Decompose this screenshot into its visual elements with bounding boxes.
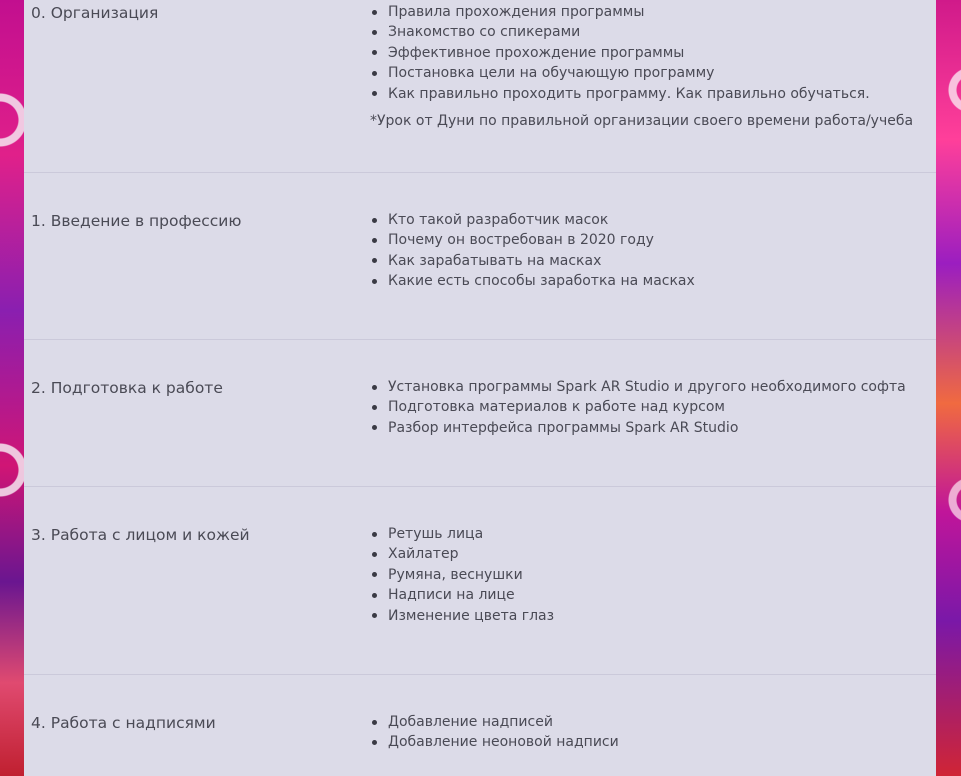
bullet-icon — [372, 218, 377, 223]
topic-text: Установка программы Spark AR Studio и другого необходимого софта — [388, 379, 906, 395]
bullet-icon — [372, 572, 377, 577]
bullet-icon — [372, 71, 377, 76]
topic-text: Знакомство со спикерами — [388, 24, 581, 41]
bullet-icon — [372, 91, 377, 96]
module-note: *Урок от Дуни по правильной организации своего времени работа/учеба — [370, 113, 914, 129]
topic-text: Какие есть способы заработка на масках — [388, 273, 695, 290]
bullet-icon — [372, 258, 377, 263]
bullet-icon — [372, 593, 377, 598]
topic-item — [372, 210, 932, 230]
module-title: 1. Введение в профессию — [31, 212, 242, 230]
module-title: 0. Организация — [31, 4, 159, 22]
course-program-panel — [24, 0, 936, 776]
topic-item — [372, 271, 932, 291]
module-section-3 — [24, 486, 936, 675]
topic-item — [372, 544, 932, 564]
topic-text: Постановка цели на обучающую программу — [388, 65, 715, 82]
topic-item — [372, 63, 932, 83]
topic-item — [372, 84, 932, 104]
module-section-4 — [24, 674, 936, 776]
topic-item — [372, 418, 932, 438]
topic-item — [372, 585, 932, 605]
topic-item — [372, 712, 932, 732]
topic-list — [372, 2, 932, 104]
topic-item — [372, 251, 932, 271]
topic-text: Добавление надписей — [388, 714, 553, 730]
topic-text: Добавление неоновой надписи — [388, 734, 619, 751]
topic-item — [372, 732, 932, 752]
topic-text: Разбор интерфейса программы Spark AR Studio — [388, 419, 739, 436]
bullet-icon — [372, 532, 377, 537]
topic-text: Почему он востребован в 2020 году — [388, 232, 654, 249]
topic-text: Хайлатер — [388, 546, 459, 563]
module-section-1 — [24, 172, 936, 340]
topic-text: Правила прохождения программы — [388, 4, 645, 20]
bullet-icon — [372, 279, 377, 284]
bullet-icon — [372, 238, 377, 243]
module-title: 4. Работа с надписями — [31, 714, 216, 732]
topic-list — [372, 524, 932, 626]
topic-text: Румяна, веснушки — [388, 566, 523, 583]
bullet-icon — [372, 30, 377, 35]
topic-item — [372, 43, 932, 63]
bullet-icon — [372, 425, 377, 430]
topic-item — [372, 606, 932, 626]
topic-item — [372, 230, 932, 250]
topic-text: Надписи на лице — [388, 587, 515, 604]
topic-text: Ретушь лица — [388, 526, 484, 542]
bullet-icon — [372, 405, 377, 410]
topic-text: Как зарабатывать на масках — [388, 252, 602, 269]
bullet-icon — [372, 720, 377, 725]
topic-item — [372, 377, 932, 397]
bullet-icon — [372, 10, 377, 15]
topic-item — [372, 22, 932, 42]
topic-text: Изменение цвета глаз — [388, 607, 555, 624]
topic-text: Подготовка материалов к работе над курсом — [388, 399, 725, 416]
topic-item — [372, 565, 932, 585]
bullet-icon — [372, 50, 377, 55]
topic-item — [372, 2, 932, 22]
topic-text: Кто такой разработчик масок — [388, 212, 609, 228]
topic-text: Эффективное прохождение программы — [388, 44, 685, 61]
bullet-icon — [372, 613, 377, 618]
topic-list — [372, 377, 932, 438]
module-section-2 — [24, 339, 936, 487]
topic-text: Как правильно проходить программу. Как правильно обучаться. — [388, 85, 870, 102]
module-section-0 — [24, 0, 936, 173]
module-title: 2. Подготовка к работе — [31, 379, 223, 397]
bullet-icon — [372, 740, 377, 745]
topic-item — [372, 397, 932, 417]
bullet-icon — [372, 385, 377, 390]
topic-list — [372, 210, 932, 292]
topic-item — [372, 524, 932, 544]
topic-list — [372, 712, 932, 753]
module-title: 3. Работа с лицом и кожей — [31, 526, 250, 544]
bullet-icon — [372, 552, 377, 557]
